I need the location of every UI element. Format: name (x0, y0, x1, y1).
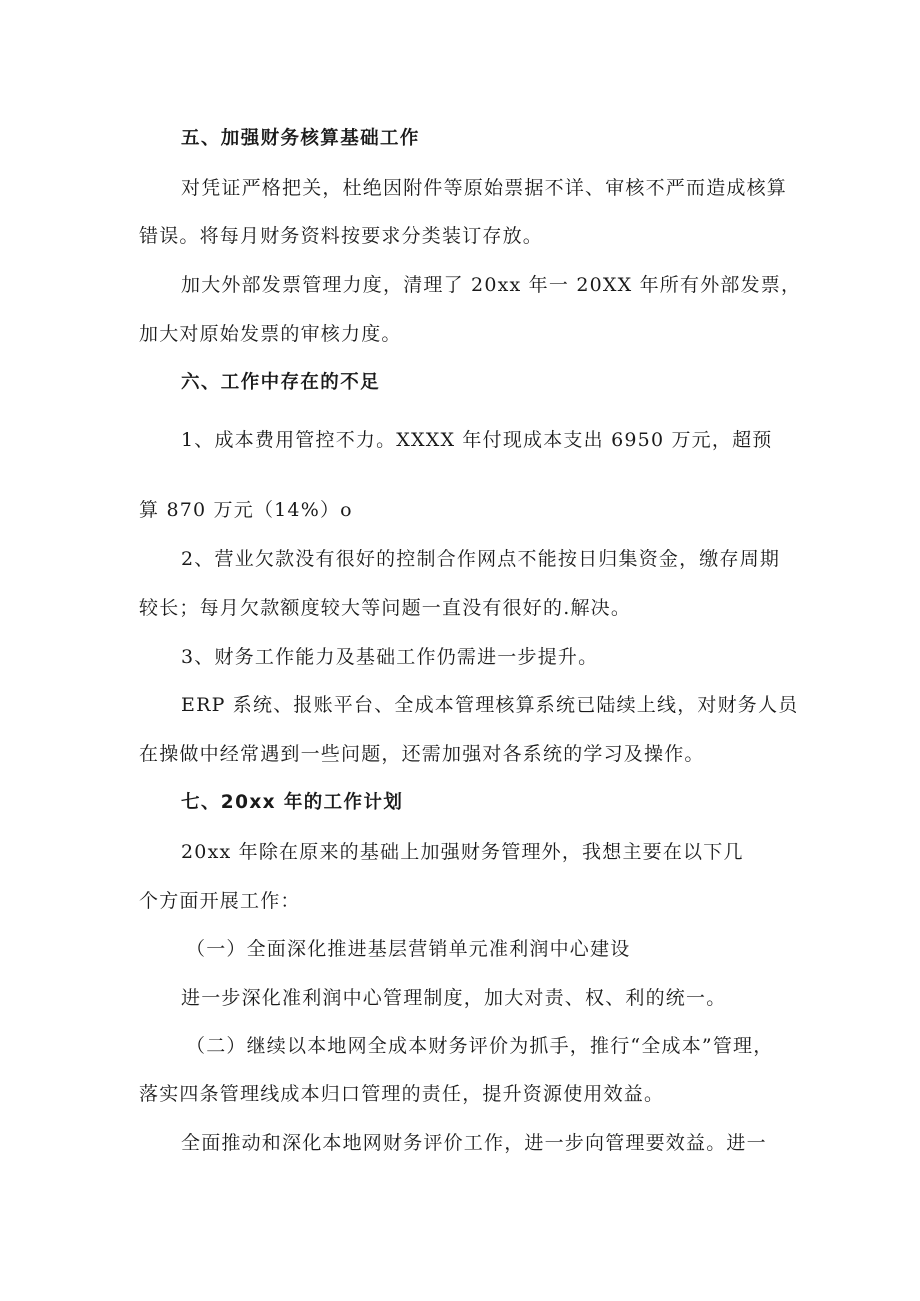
paragraph-line: 20xx 年除在原来的基础上加强财务管理外，我想主要在以下几 (181, 841, 744, 863)
section-heading-6: 六、工作中存在的不足 (181, 372, 381, 393)
paragraph-line: 错误。将每月财务资料按要求分类装订存放。 (139, 225, 544, 247)
paragraph-line: 2、营业欠款没有很好的控制合作网点不能按日归集资金，缴存周期 (181, 548, 781, 570)
paragraph-line: 进一步深化准利润中心管理制度，加大对责、权、利的统一。 (181, 987, 727, 1009)
paragraph-line: 全面推动和深化本地网财务评价工作，进一步向管理要效益。进一 (181, 1132, 767, 1154)
subsection-heading-2: （二）继续以本地网全成本财务评价为抓手，推行“全成本”管理， (186, 1035, 774, 1057)
paragraph-line: 算 870 万元（14%）o (139, 499, 353, 521)
paragraph-line: 较长；每月欠款额度较大等问题一直没有很好的.解决。 (139, 597, 632, 619)
paragraph-line: ERP 系统、报账平台、全成本管理核算系统已陆续上线，对财务人员 (181, 694, 799, 716)
paragraph-line: 落实四条管理线成本归口管理的责任，提升资源使用效益。 (139, 1083, 665, 1105)
section-heading-7: 七、20xx 年的工作计划 (181, 792, 404, 813)
paragraph-line: 加大对原始发票的审核力度。 (139, 323, 402, 345)
paragraph-line: 在操做中经常遇到一些问题，还需加强对各系统的学习及操作。 (139, 743, 705, 765)
subsection-heading-1: （一）全面深化推进基层营销单元准利润中心建设 (186, 938, 631, 960)
paragraph-line: 个方面开展工作： (139, 890, 301, 912)
paragraph-line: 加大外部发票管理力度，清理了 20xx 年一 20XX 年所有外部发票， (181, 274, 802, 296)
paragraph-line: 对凭证严格把关，杜绝因附件等原始票据不详、审核不严而造成核算 (181, 177, 788, 199)
paragraph-line: 1、成本费用管控不力。XXXX 年付现成本支出 6950 万元，超预 (181, 429, 773, 451)
section-heading-5: 五、加强财务核算基础工作 (181, 128, 420, 149)
paragraph-line: 3、财务工作能力及基础工作仍需进一步提升。 (181, 646, 599, 668)
